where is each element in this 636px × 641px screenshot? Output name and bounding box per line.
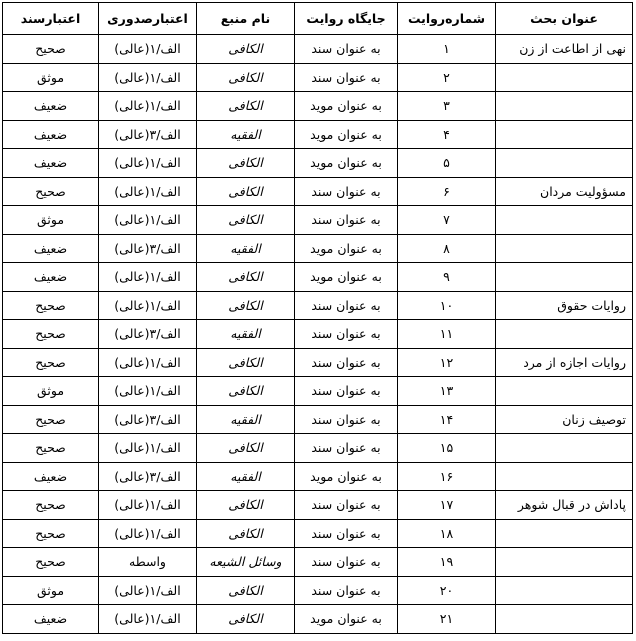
cell-issuance: الف/۱(عالی) xyxy=(99,263,197,292)
table-row xyxy=(3,320,633,349)
cell-chain: صحیح xyxy=(3,434,99,463)
cell-source: الکافی xyxy=(197,149,295,178)
cell-chain: صحیح xyxy=(3,35,99,64)
cell-chain: صحیح xyxy=(3,405,99,434)
cell-number: ۱۱ xyxy=(398,320,496,349)
cell-chain: موثق xyxy=(3,206,99,235)
cell-issuance: الف/۱(عالی) xyxy=(99,177,197,206)
cell-position: به عنوان سند xyxy=(295,63,398,92)
cell-source: الفقیه xyxy=(197,405,295,434)
table-row xyxy=(3,149,633,178)
table-row xyxy=(3,348,633,377)
cell-issuance: الف/۱(عالی) xyxy=(99,92,197,121)
header-row xyxy=(3,3,633,35)
cell-position: به عنوان سند xyxy=(295,348,398,377)
cell-issuance: الف/۱(عالی) xyxy=(99,348,197,377)
cell-issuance: واسطه xyxy=(99,548,197,577)
cell-chain: صحیح xyxy=(3,519,99,548)
table-row xyxy=(3,548,633,577)
cell-position: به عنوان سند xyxy=(295,548,398,577)
cell-position: به عنوان سند xyxy=(295,491,398,520)
cell-source: الکافی xyxy=(197,434,295,463)
cell-position: به عنوان سند xyxy=(295,206,398,235)
cell-source: الکافی xyxy=(197,291,295,320)
cell-source: الکافی xyxy=(197,92,295,121)
narrations-table xyxy=(2,2,633,634)
cell-number: ۱۰ xyxy=(398,291,496,320)
table-row xyxy=(3,234,633,263)
cell-chain: ضعیف xyxy=(3,263,99,292)
cell-position: به عنوان موید xyxy=(295,149,398,178)
cell-source: الکافی xyxy=(197,491,295,520)
table-row xyxy=(3,576,633,605)
cell-source: الکافی xyxy=(197,348,295,377)
cell-position: به عنوان موید xyxy=(295,92,398,121)
cell-chain: صحیح xyxy=(3,348,99,377)
cell-position: به عنوان موید xyxy=(295,234,398,263)
table-row xyxy=(3,462,633,491)
cell-position: به عنوان سند xyxy=(295,291,398,320)
cell-number: ۱۷ xyxy=(398,491,496,520)
cell-number: ۲۱ xyxy=(398,605,496,634)
table-row xyxy=(3,377,633,406)
cell-issuance: الف/۳(عالی) xyxy=(99,120,197,149)
cell-source: الکافی xyxy=(197,63,295,92)
cell-number: ۶ xyxy=(398,177,496,206)
cell-topic xyxy=(496,377,633,406)
cell-chain: صحیح xyxy=(3,548,99,577)
cell-position: به عنوان موید xyxy=(295,120,398,149)
table-header xyxy=(3,3,633,35)
table-row xyxy=(3,263,633,292)
cell-issuance: الف/۱(عالی) xyxy=(99,576,197,605)
cell-number: ۱۵ xyxy=(398,434,496,463)
cell-topic: روایات اجازه از مرد xyxy=(496,348,633,377)
cell-topic xyxy=(496,234,633,263)
cell-chain: صحیح xyxy=(3,491,99,520)
cell-topic: پاداش در قبال شوهر xyxy=(496,491,633,520)
cell-position: به عنوان سند xyxy=(295,405,398,434)
header-chain: اعتبارسند xyxy=(3,3,99,35)
cell-number: ۱۸ xyxy=(398,519,496,548)
cell-topic xyxy=(496,462,633,491)
cell-position: به عنوان موید xyxy=(295,462,398,491)
cell-topic: روایات حقوق xyxy=(496,291,633,320)
narrations-table-wrapper xyxy=(2,2,633,634)
cell-position: به عنوان سند xyxy=(295,320,398,349)
cell-position: به عنوان موید xyxy=(295,263,398,292)
cell-source: وسائل الشیعه xyxy=(197,548,295,577)
cell-issuance: الف/۱(عالی) xyxy=(99,434,197,463)
table-row xyxy=(3,519,633,548)
cell-issuance: الف/۱(عالی) xyxy=(99,35,197,64)
cell-chain: ضعیف xyxy=(3,234,99,263)
cell-topic xyxy=(496,434,633,463)
cell-position: به عنوان سند xyxy=(295,177,398,206)
cell-issuance: الف/۱(عالی) xyxy=(99,149,197,178)
cell-issuance: الف/۱(عالی) xyxy=(99,491,197,520)
table-row xyxy=(3,291,633,320)
cell-issuance: الف/۱(عالی) xyxy=(99,377,197,406)
cell-topic xyxy=(496,548,633,577)
table-row xyxy=(3,491,633,520)
cell-source: الکافی xyxy=(197,177,295,206)
cell-issuance: الف/۱(عالی) xyxy=(99,291,197,320)
table-row xyxy=(3,434,633,463)
cell-issuance: الف/۳(عالی) xyxy=(99,234,197,263)
table-row xyxy=(3,206,633,235)
cell-chain: ضعیف xyxy=(3,149,99,178)
table-row xyxy=(3,120,633,149)
cell-number: ۴ xyxy=(398,120,496,149)
cell-topic xyxy=(496,519,633,548)
cell-number: ۱۳ xyxy=(398,377,496,406)
cell-topic xyxy=(496,120,633,149)
cell-chain: صحیح xyxy=(3,320,99,349)
cell-chain: موثق xyxy=(3,576,99,605)
table-row xyxy=(3,605,633,634)
cell-position: به عنوان سند xyxy=(295,519,398,548)
cell-issuance: الف/۳(عالی) xyxy=(99,320,197,349)
cell-source: الفقیه xyxy=(197,462,295,491)
cell-chain: ضعیف xyxy=(3,605,99,634)
cell-issuance: الف/۱(عالی) xyxy=(99,519,197,548)
cell-number: ۱۹ xyxy=(398,548,496,577)
cell-source: الکافی xyxy=(197,35,295,64)
cell-issuance: الف/۱(عالی) xyxy=(99,605,197,634)
cell-position: به عنوان سند xyxy=(295,576,398,605)
cell-topic: توصیف زنان xyxy=(496,405,633,434)
cell-source: الکافی xyxy=(197,377,295,406)
cell-issuance: الف/۱(عالی) xyxy=(99,206,197,235)
cell-topic xyxy=(496,576,633,605)
cell-number: ۱۴ xyxy=(398,405,496,434)
cell-number: ۳ xyxy=(398,92,496,121)
cell-topic xyxy=(496,149,633,178)
cell-source: الکافی xyxy=(197,263,295,292)
header-position: جایگاه روایت xyxy=(295,3,398,35)
cell-topic xyxy=(496,63,633,92)
cell-source: الکافی xyxy=(197,576,295,605)
cell-number: ۲۰ xyxy=(398,576,496,605)
cell-source: الفقیه xyxy=(197,320,295,349)
table-row xyxy=(3,35,633,64)
cell-chain: موثق xyxy=(3,63,99,92)
cell-source: الکافی xyxy=(197,519,295,548)
cell-issuance: الف/۳(عالی) xyxy=(99,405,197,434)
cell-topic xyxy=(496,320,633,349)
cell-issuance: الف/۱(عالی) xyxy=(99,63,197,92)
cell-topic xyxy=(496,263,633,292)
cell-source: الکافی xyxy=(197,605,295,634)
cell-position: به عنوان سند xyxy=(295,377,398,406)
header-source: نام منبع xyxy=(197,3,295,35)
table-row xyxy=(3,177,633,206)
cell-position: به عنوان سند xyxy=(295,434,398,463)
cell-topic xyxy=(496,605,633,634)
header-topic: عنوان بحث xyxy=(496,3,633,35)
cell-number: ۱ xyxy=(398,35,496,64)
cell-number: ۵ xyxy=(398,149,496,178)
cell-topic: مسؤولیت مردان xyxy=(496,177,633,206)
cell-topic xyxy=(496,92,633,121)
cell-chain: ضعیف xyxy=(3,120,99,149)
cell-chain: ضعیف xyxy=(3,92,99,121)
cell-position: به عنوان سند xyxy=(295,35,398,64)
header-number: شماره‌روایت xyxy=(398,3,496,35)
cell-number: ۹ xyxy=(398,263,496,292)
header-issuance: اعتبارصدوری xyxy=(99,3,197,35)
table-body xyxy=(3,35,633,634)
cell-chain: ضعیف xyxy=(3,462,99,491)
cell-position: به عنوان موید xyxy=(295,605,398,634)
cell-issuance: الف/۳(عالی) xyxy=(99,462,197,491)
table-row xyxy=(3,92,633,121)
cell-number: ۱۲ xyxy=(398,348,496,377)
cell-topic: نهی از اطاعت از زن xyxy=(496,35,633,64)
table-row xyxy=(3,63,633,92)
cell-source: الفقیه xyxy=(197,120,295,149)
cell-number: ۸ xyxy=(398,234,496,263)
cell-topic xyxy=(496,206,633,235)
cell-number: ۲ xyxy=(398,63,496,92)
cell-chain: صحیح xyxy=(3,177,99,206)
cell-chain: صحیح xyxy=(3,291,99,320)
cell-number: ۷ xyxy=(398,206,496,235)
cell-chain: موثق xyxy=(3,377,99,406)
cell-source: الکافی xyxy=(197,206,295,235)
cell-source: الفقیه xyxy=(197,234,295,263)
table-row xyxy=(3,405,633,434)
cell-number: ۱۶ xyxy=(398,462,496,491)
